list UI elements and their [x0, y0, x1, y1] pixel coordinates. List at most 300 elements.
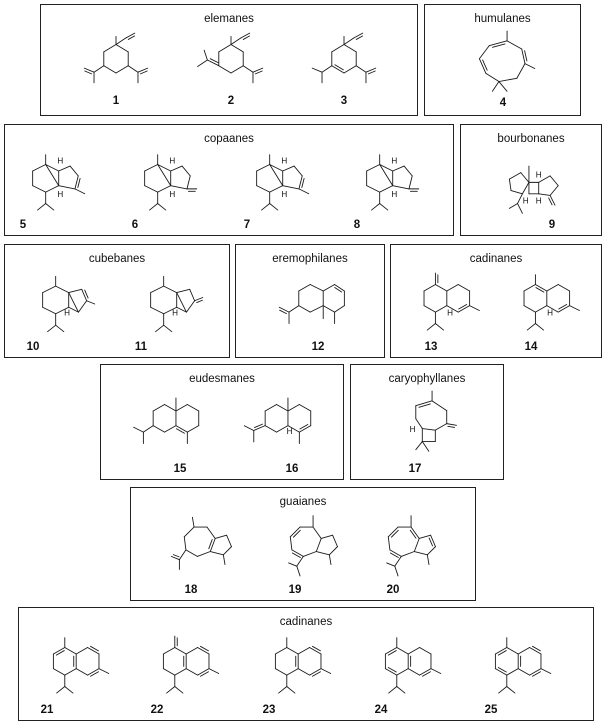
bond [390, 550, 401, 557]
bond [156, 325, 164, 332]
bond [524, 306, 535, 313]
bond [310, 284, 323, 291]
bond [303, 552, 316, 557]
bond [322, 66, 332, 73]
bond [356, 66, 366, 73]
group-title: cubebanes [88, 253, 146, 265]
bond [432, 401, 447, 411]
bond [78, 178, 80, 187]
bond [88, 669, 99, 676]
hydrogen-label: H [64, 308, 71, 318]
bond [313, 527, 321, 538]
bond [197, 300, 203, 302]
group-cadinanes-1 [390, 244, 602, 358]
bond [335, 65, 344, 70]
bond [59, 186, 75, 189]
bond [262, 204, 270, 211]
bond [140, 71, 147, 74]
bond [435, 284, 446, 291]
bond [128, 66, 138, 73]
bond [33, 186, 46, 193]
bond [447, 284, 458, 291]
structure-6 [130, 149, 200, 219]
group-title: copaanes [204, 133, 254, 145]
bond [70, 166, 78, 176]
bond [173, 555, 179, 557]
structure-7 [242, 149, 312, 219]
bond [408, 669, 419, 676]
bond [316, 552, 329, 555]
structure-1 [81, 25, 151, 95]
bond [227, 535, 232, 546]
bond [367, 186, 380, 193]
bond [495, 669, 506, 676]
bond [416, 401, 432, 406]
compound-number-24: 24 [374, 704, 388, 716]
bond [518, 194, 523, 204]
bond [329, 547, 337, 555]
group-humulanes [424, 4, 581, 116]
bond [507, 669, 518, 676]
bond [289, 306, 299, 313]
bond [283, 166, 294, 171]
skeletal-structure [244, 389, 314, 459]
group-caryophyllanes [350, 364, 504, 480]
bond [535, 284, 546, 291]
bond [299, 306, 310, 313]
group-title: caryophyllanes [388, 373, 466, 385]
skeletal-structure [168, 510, 238, 580]
bond [323, 306, 334, 313]
compound-number-1: 1 [112, 95, 120, 107]
group-elemanes [40, 4, 418, 116]
bond [479, 46, 489, 59]
compound-number-11: 11 [134, 341, 148, 353]
bond [207, 60, 218, 66]
bond [186, 550, 197, 557]
bond [56, 325, 64, 332]
skeletal-structure [81, 25, 151, 95]
bond [171, 186, 187, 189]
skeletal-structure [352, 149, 422, 219]
bond [435, 424, 446, 431]
bond [422, 429, 435, 431]
bond [530, 669, 541, 676]
bond [287, 669, 298, 676]
bond [151, 286, 164, 293]
bond [550, 186, 558, 196]
bond [150, 204, 158, 211]
bond [184, 537, 186, 550]
skeletal-structure [374, 632, 444, 702]
bond [65, 687, 73, 694]
bond [192, 517, 194, 527]
skeletal-structure [411, 269, 481, 339]
bond [231, 45, 243, 52]
bond [134, 427, 144, 432]
bond [499, 82, 507, 92]
bond [558, 306, 569, 313]
skeletal-structure [276, 269, 346, 339]
skeletal-structure [393, 387, 463, 457]
bond [287, 647, 298, 654]
bond [116, 66, 128, 73]
bond [53, 647, 64, 654]
skeletal-structure [196, 25, 266, 95]
bond [243, 66, 253, 73]
bond [535, 324, 543, 331]
group-guaianes [130, 487, 476, 601]
bond [509, 173, 520, 180]
structure-20 [372, 510, 442, 580]
compound-number-7: 7 [243, 219, 251, 231]
bond [290, 537, 292, 550]
skeletal-structure [372, 510, 442, 580]
bond [323, 284, 334, 291]
bond [43, 286, 56, 293]
structure-21 [42, 632, 112, 702]
group-title: elemanes [204, 13, 254, 25]
bond [354, 33, 363, 38]
group-eudesmanes [100, 364, 344, 480]
group-cadinanes-2 [18, 607, 594, 721]
bond [293, 530, 300, 537]
bond [541, 669, 551, 674]
bond [289, 563, 297, 566]
hydrogen-label: H [169, 190, 176, 200]
hydrogen-label: H [409, 424, 416, 434]
bond [321, 535, 332, 538]
bond [209, 669, 219, 674]
hydrogen-label: H [447, 308, 454, 318]
bond [298, 647, 309, 654]
structure-13 [411, 269, 481, 339]
bond [82, 289, 87, 300]
bond [153, 404, 164, 411]
bond [524, 284, 535, 291]
compound-number-18: 18 [184, 584, 198, 596]
bond [145, 164, 158, 171]
skeletal-structure [18, 149, 88, 219]
hydrogen-label: H [391, 190, 398, 200]
structure-24 [374, 632, 444, 702]
bond [380, 204, 388, 211]
bond [509, 179, 511, 190]
bond [397, 647, 408, 654]
bond [65, 669, 76, 676]
bond [153, 426, 164, 433]
bond [165, 426, 176, 433]
bond [344, 38, 354, 45]
bond [416, 419, 423, 429]
bond [158, 204, 166, 211]
bond [447, 424, 457, 426]
bond [302, 178, 304, 187]
bond [164, 325, 172, 332]
bond [389, 687, 397, 694]
bond [387, 563, 395, 566]
bond [414, 538, 419, 551]
skeletal-structure [152, 632, 222, 702]
bond [197, 552, 210, 557]
bond [143, 426, 153, 433]
hydrogen-label: H [547, 308, 554, 318]
hydrogen-label: H [172, 308, 179, 318]
bond [76, 647, 87, 654]
bond [332, 45, 344, 52]
bond [458, 306, 469, 313]
bond [570, 306, 580, 311]
bond [420, 669, 431, 676]
bond [94, 66, 104, 73]
bond [176, 404, 187, 411]
bond [75, 189, 85, 194]
hydrogen-label: H [281, 190, 288, 200]
bond [210, 552, 223, 555]
structure-22 [152, 632, 222, 702]
bond [410, 530, 416, 538]
bond [507, 41, 522, 49]
bond [408, 647, 419, 654]
bond [59, 166, 70, 171]
compound-number-23: 23 [262, 704, 276, 716]
bond [163, 669, 174, 676]
bond [397, 669, 408, 676]
skeletal-structure [309, 25, 379, 95]
bond [427, 555, 429, 565]
structure-2 [196, 25, 266, 95]
bond [518, 669, 529, 676]
compound-number-2: 2 [227, 95, 235, 107]
group-title: cadinanes [279, 616, 333, 628]
compound-number-22: 22 [150, 704, 164, 716]
bond [186, 647, 197, 654]
bond [507, 687, 515, 694]
bond [435, 306, 446, 313]
bond [522, 182, 529, 193]
bond [175, 669, 186, 676]
bond [530, 647, 541, 654]
bond [316, 538, 321, 551]
bond [435, 324, 443, 331]
bond [401, 552, 414, 557]
bond [56, 286, 69, 293]
bond [163, 647, 174, 654]
bond [186, 669, 197, 676]
bond [483, 60, 488, 70]
bond [344, 66, 356, 73]
bond [223, 547, 231, 555]
skeletal-structure [42, 632, 112, 702]
structure-12 [276, 269, 346, 339]
group-title: eremophilanes [272, 253, 348, 265]
bond [116, 38, 126, 45]
bond [69, 289, 82, 292]
bond [539, 194, 550, 196]
bond [277, 404, 288, 411]
structure-3 [309, 25, 379, 95]
bond [535, 306, 546, 313]
bond [99, 669, 109, 674]
bond [46, 204, 54, 211]
bond [287, 687, 295, 694]
skeletal-structure [136, 269, 206, 339]
bond [57, 687, 65, 694]
bond [414, 552, 427, 555]
bond [177, 289, 190, 292]
skeletal-structure [468, 27, 538, 97]
bond [385, 647, 396, 654]
bond [257, 186, 270, 193]
bond [297, 566, 300, 576]
bond [231, 66, 243, 73]
bond [38, 204, 46, 211]
bond [207, 527, 215, 538]
bond [145, 186, 158, 193]
bond [198, 647, 209, 654]
hydrogen-label: H [169, 156, 176, 166]
bond [151, 307, 164, 314]
bond [409, 176, 412, 189]
compound-number-20: 20 [386, 584, 400, 596]
skeletal-structure [264, 632, 334, 702]
group-title: bourbonanes [497, 133, 565, 145]
compound-number-14: 14 [524, 341, 538, 353]
bond [219, 45, 231, 52]
compound-number-25: 25 [484, 704, 498, 716]
bond [182, 166, 190, 176]
bond [298, 669, 309, 676]
bond [458, 284, 469, 291]
bond [499, 78, 517, 81]
bond [104, 45, 116, 52]
bond [270, 204, 278, 211]
bond [367, 164, 380, 171]
structure-10 [28, 269, 98, 339]
structure-18 [168, 510, 238, 580]
bond [517, 64, 525, 79]
bond [511, 191, 522, 194]
bond [288, 404, 299, 411]
structure-4 [468, 27, 538, 97]
bond [104, 66, 116, 73]
bond [279, 687, 287, 694]
bond [164, 286, 177, 293]
bond [190, 289, 195, 300]
bond [299, 426, 310, 433]
structure-19 [274, 510, 344, 580]
compound-number-10: 10 [26, 341, 40, 353]
bond [187, 176, 190, 189]
bond [219, 66, 231, 73]
bond [299, 284, 310, 291]
compound-number-3: 3 [340, 95, 348, 107]
bond [495, 647, 506, 654]
bond [388, 537, 390, 550]
bond [78, 301, 86, 312]
bond [204, 50, 207, 60]
bond [499, 687, 507, 694]
bond [231, 38, 241, 45]
skeletal-structure [28, 269, 98, 339]
bond [254, 426, 265, 431]
skeletal-structure [498, 149, 568, 219]
structure-9 [498, 149, 568, 219]
bond [198, 669, 209, 676]
bond [88, 647, 99, 654]
bond [335, 284, 345, 291]
bond [244, 426, 254, 431]
bond [424, 284, 435, 291]
bond [448, 426, 455, 427]
compound-number-17: 17 [408, 463, 422, 475]
bond [310, 647, 321, 654]
structure-11 [136, 269, 206, 339]
bond [525, 64, 535, 69]
bond [210, 538, 215, 551]
bond [427, 547, 435, 555]
bond [299, 404, 310, 411]
compound-number-8: 8 [353, 219, 361, 231]
bond [310, 306, 323, 313]
hydrogen-label: H [57, 190, 64, 200]
skeletal-structure [484, 632, 554, 702]
bond [397, 687, 405, 694]
bond [175, 647, 186, 654]
bond [431, 669, 441, 674]
bond [187, 426, 198, 433]
skeletal-structure [274, 510, 344, 580]
bond [550, 195, 555, 205]
bond [33, 164, 46, 171]
bond [507, 647, 518, 654]
bond [550, 176, 558, 186]
bond [527, 324, 535, 331]
bond [241, 33, 250, 38]
skeletal-structure [242, 149, 312, 219]
group-cubebanes [4, 244, 230, 358]
bond [427, 324, 435, 331]
bond [329, 555, 331, 565]
bond [48, 325, 56, 332]
bond [215, 535, 226, 538]
bond [470, 306, 480, 311]
bond [187, 404, 198, 411]
bond [391, 530, 398, 537]
structure-15 [132, 389, 202, 459]
compound-number-9: 9 [548, 219, 556, 231]
bond [275, 647, 286, 654]
compound-number-15: 15 [173, 463, 187, 475]
bond [165, 404, 176, 411]
bond [333, 535, 338, 546]
bond [420, 647, 431, 654]
bond [43, 307, 56, 314]
bond [275, 669, 286, 676]
bond [176, 426, 187, 433]
group-title: eudesmanes [189, 373, 255, 385]
bond [116, 45, 128, 52]
bond [422, 442, 429, 452]
bond [372, 204, 380, 211]
bond [85, 71, 92, 74]
bond [344, 45, 356, 52]
bond [265, 426, 276, 433]
bond [171, 166, 182, 171]
bond [186, 301, 194, 312]
bond [184, 527, 194, 537]
bond [431, 535, 436, 546]
